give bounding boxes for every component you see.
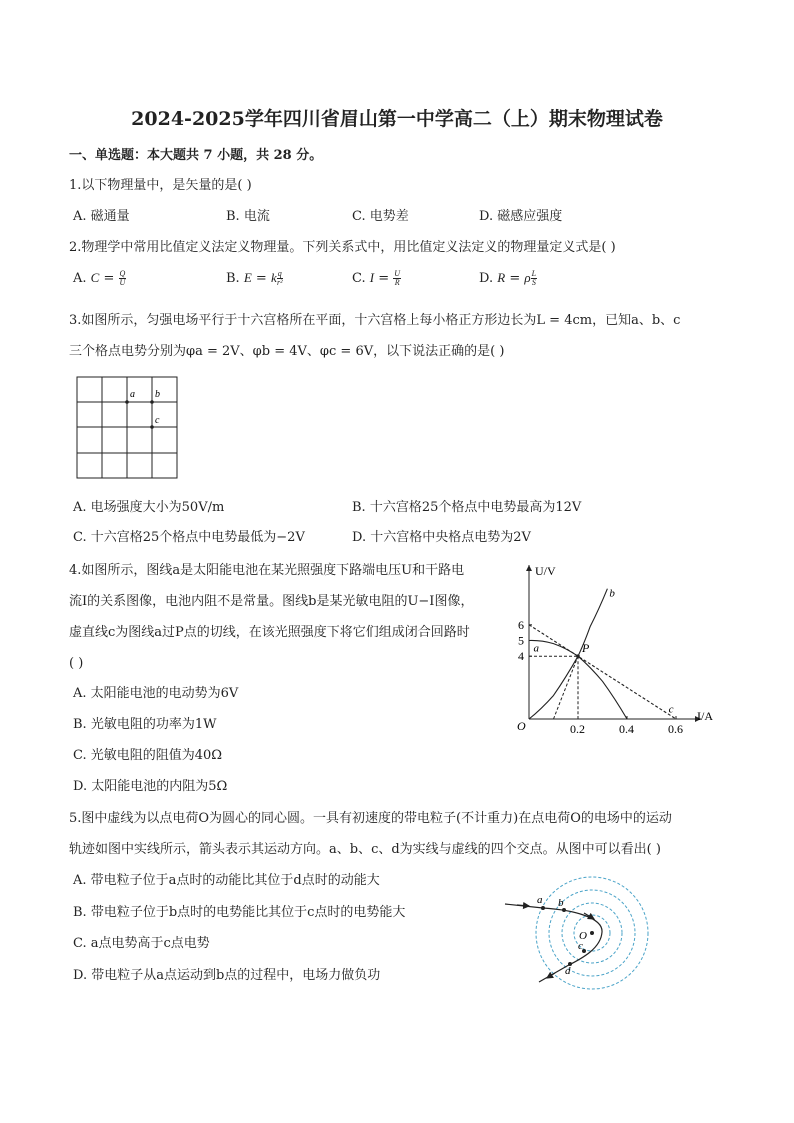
question-4-line4: ( ) bbox=[69, 656, 84, 671]
point-P bbox=[576, 654, 580, 658]
q5-option-d[interactable]: D. 带电粒子从a点运动到b点的过程中，电场力做负功 bbox=[73, 968, 381, 983]
origin-label: O bbox=[517, 719, 526, 733]
q2-c-den: R bbox=[394, 278, 400, 287]
q3-option-a[interactable]: A. 电场强度大小为50V/m bbox=[73, 500, 225, 515]
ui-graph bbox=[505, 555, 730, 745]
label-c: c bbox=[578, 940, 583, 952]
q2-b-num: q bbox=[277, 269, 282, 278]
question-3-line1: 3.如图所示，匀强电场平行于十六宫格所在平面，十六宫格上每小格正方形边长为L = 4cm，已知a、b、c bbox=[69, 313, 681, 328]
question-2-stem: 2.物理学中常用比值定义法定义物理量。下列关系式中，用比值定义法定义的物理量定义式是( ) bbox=[69, 240, 616, 255]
label-d: d bbox=[565, 965, 571, 977]
charge-O bbox=[590, 931, 594, 935]
question-3-line2: 三个格点电势分别为φa = 2V、φb = 4V、φc = 6V，以下说法正确的是( ) bbox=[69, 344, 505, 359]
x-tick-label: 0.6 bbox=[668, 722, 683, 736]
question-4-line3: 虚直线c为图线a过P点的切线，在该光照强度下将它们组成闭合回路时 bbox=[69, 625, 470, 640]
q2-c-lhs: I bbox=[369, 270, 375, 285]
question-4-line1: 4.如图所示，图线a是太阳能电池在某光照强度下路端电压U和干路电 bbox=[69, 563, 465, 578]
q5-option-a[interactable]: A. 带电粒子位于a点时的动能比其位于d点时的动能大 bbox=[73, 873, 380, 888]
x-tick-label: 0.4 bbox=[619, 722, 634, 736]
p-guide-origin-line bbox=[554, 656, 579, 719]
q2-b-k: k bbox=[270, 270, 277, 285]
y-axis-label: U/V bbox=[535, 564, 556, 578]
q2-option-c[interactable]: C. I = $\frac{U}{R}$ bbox=[352, 269, 401, 287]
q4-option-d[interactable]: D. 太阳能电池的内阻为5Ω bbox=[73, 779, 228, 794]
grid-point-a bbox=[125, 400, 129, 404]
q2-d-lhs: R bbox=[497, 270, 506, 285]
field-figure bbox=[495, 870, 655, 990]
series-c-line bbox=[529, 625, 676, 719]
q3-option-d[interactable]: D. 十六宫格中央格点电势为2V bbox=[352, 530, 531, 545]
q1-option-a[interactable]: A. 磁通量 bbox=[73, 209, 130, 224]
q2-b-den: r² bbox=[276, 278, 283, 287]
q2-a-den: U bbox=[119, 278, 126, 287]
q4-option-a[interactable]: A. 太阳能电池的电动势为6V bbox=[73, 686, 239, 701]
q2-c-fraction bbox=[393, 270, 401, 287]
question-5-line2: 轨迹如图中实线所示，箭头表示其运动方向。a、b、c、d为实线与虚线的四个交点。从图中可以看出( ) bbox=[69, 842, 661, 857]
q1-option-c[interactable]: C. 电势差 bbox=[352, 209, 409, 224]
section-heading: 一、单选题：本大题共 7 小题，共 28 分。 bbox=[69, 148, 323, 163]
q2-d-fraction bbox=[531, 270, 537, 287]
grid-label-a: a bbox=[130, 389, 135, 400]
x-tick-label: 0.2 bbox=[570, 722, 585, 736]
q1-option-d[interactable]: D. 磁感应强度 bbox=[479, 209, 563, 224]
grid-label-b: b bbox=[155, 389, 160, 400]
q2-b-fraction bbox=[277, 270, 283, 287]
grid-label-c: c bbox=[155, 415, 160, 426]
point-P-label: P bbox=[582, 641, 590, 656]
series-b-line bbox=[529, 589, 607, 719]
page-title: 2024-2025学年四川省眉山第一中学高二（上）期末物理试卷 bbox=[131, 108, 663, 130]
question-5-line1: 5.图中虚线为以点电荷O为圆心的同心圆。一具有初速度的带电粒子(不计重力)在点电荷O的电场中的运动 bbox=[69, 811, 672, 826]
q2-d-num: L bbox=[531, 269, 537, 278]
question-1-stem: 1.以下物理量中，是矢量的是( ) bbox=[69, 178, 252, 193]
q2-b-prefix: B. bbox=[226, 271, 244, 286]
q2-a-fraction bbox=[119, 270, 127, 287]
q2-option-a[interactable]: A. C = $\frac{Q}{U}$ bbox=[73, 269, 126, 287]
y-tick-label: 4 bbox=[518, 649, 524, 664]
q3-option-c[interactable]: C. 十六宫格25个格点中电势最低为−2V bbox=[73, 530, 305, 545]
y-tick-label: 6 bbox=[518, 617, 524, 632]
q4-option-b[interactable]: B. 光敏电阻的功率为1W bbox=[73, 717, 217, 732]
q2-d-prefix: D. bbox=[479, 271, 498, 286]
series-c-label: c bbox=[668, 703, 674, 716]
grid-figure bbox=[70, 370, 180, 485]
label-b: b bbox=[558, 897, 564, 909]
q5-option-c[interactable]: C. a点电势高于c点电势 bbox=[73, 936, 210, 951]
q2-d-den: S bbox=[531, 278, 536, 287]
series-b-label: b bbox=[609, 587, 615, 600]
q1-option-b[interactable]: B. 电流 bbox=[226, 209, 270, 224]
label-a: a bbox=[537, 894, 543, 906]
label-O: O bbox=[579, 930, 587, 942]
q2-option-d[interactable]: D. R = ρ $\frac{L}{S}$ bbox=[479, 269, 537, 287]
q2-c-prefix: C. bbox=[352, 271, 370, 286]
q2-b-lhs: E bbox=[243, 270, 252, 285]
series-a-label: a bbox=[533, 642, 539, 655]
q2-d-rho: ρ bbox=[524, 270, 531, 285]
q2-a-prefix: A. bbox=[73, 271, 91, 286]
q2-a-num: Q bbox=[119, 269, 126, 278]
y-tick-label: 5 bbox=[518, 633, 524, 648]
grid-point-b bbox=[150, 400, 154, 404]
q2-option-b[interactable]: B. E = k $\frac{q}{\text{r²}}$ bbox=[226, 269, 283, 287]
q4-option-c[interactable]: C. 光敏电阻的阻值为40Ω bbox=[73, 748, 223, 763]
q5-option-b[interactable]: B. 带电粒子位于b点时的电势能比其位于c点时的电势能大 bbox=[73, 905, 406, 920]
q2-a-lhs: C bbox=[90, 270, 100, 285]
question-4-line2: 流I的关系图像，电池内阻不是常量。图线b是某光敏电阻的U−I图像， bbox=[69, 594, 474, 609]
q2-c-num: U bbox=[394, 269, 401, 278]
point-a bbox=[541, 906, 545, 910]
grid-point-c bbox=[150, 425, 154, 429]
q3-option-b[interactable]: B. 十六宫格25个格点中电势最高为12V bbox=[352, 500, 582, 515]
x-axis-label: I/A bbox=[697, 709, 713, 723]
direction-arrow-3 bbox=[547, 973, 555, 978]
